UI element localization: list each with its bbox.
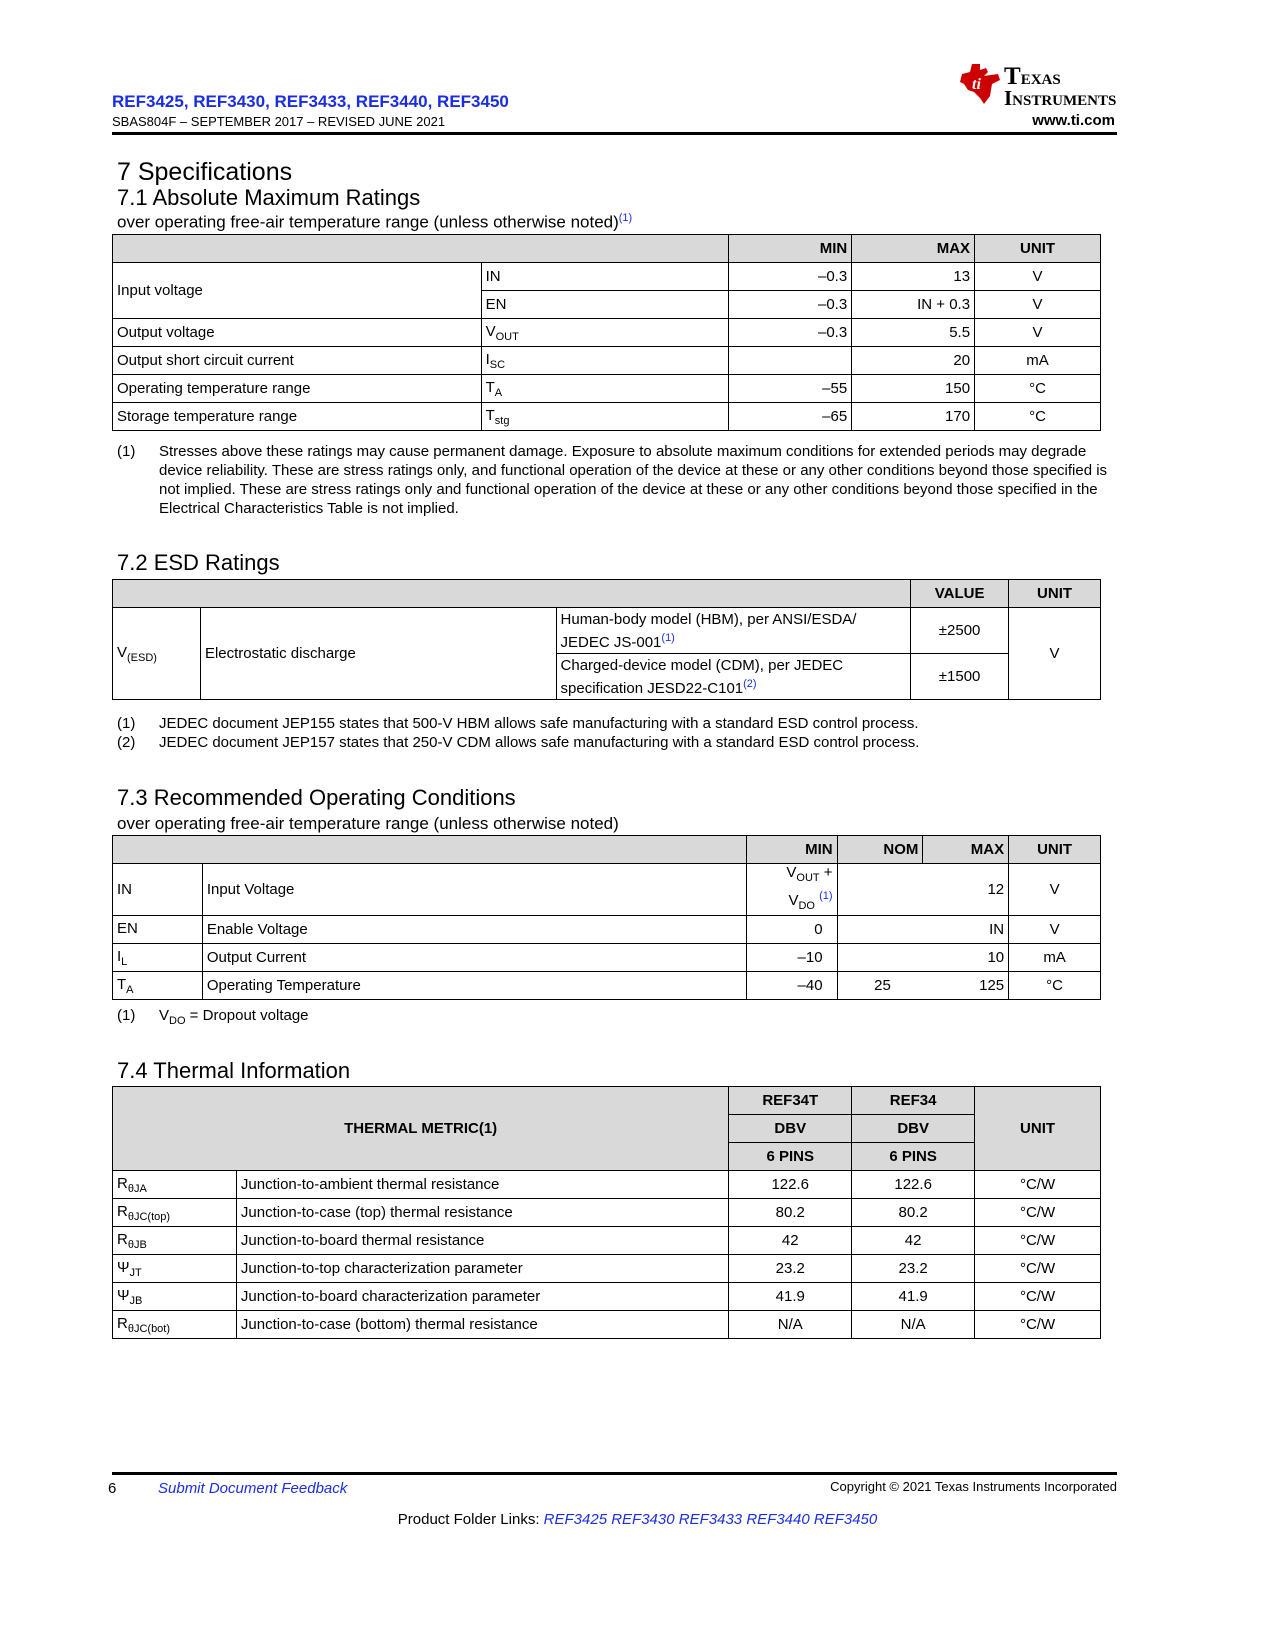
param-cell: Junction-to-case (top) thermal resistance xyxy=(236,1199,728,1227)
table-row xyxy=(113,1227,1101,1255)
value-cell: 42 xyxy=(729,1227,852,1255)
col-unit: UNIT xyxy=(1009,580,1101,608)
param-cell: Output Current xyxy=(202,944,746,972)
symbol-cell: $T_A$ xyxy=(481,375,729,403)
symbol-cell: $V_{OUT}$ xyxy=(481,319,729,347)
unit-cell: V xyxy=(975,319,1101,347)
unit-cell: V xyxy=(1009,916,1101,944)
col-unit: UNIT xyxy=(975,235,1101,263)
svg-text:ti: ti xyxy=(972,76,981,93)
max-cell: 12 xyxy=(923,864,1009,916)
min-cell: –40 xyxy=(746,972,837,1000)
param-cell: Operating Temperature xyxy=(202,972,746,1000)
table-row xyxy=(113,1171,1101,1199)
package-1: DBV xyxy=(729,1115,852,1143)
value-cell: 23.2 xyxy=(729,1255,852,1283)
value-cell: 42 xyxy=(852,1227,975,1255)
abs-max-footnote: (1) Stresses above these ratings may cause permanent damage. Exposure to absolute maximum conditions for extended periods may degrade device reliability. These are stress ratings only, and functional operation of the device at these or any other conditions beyond those specified is not implied. These are stress ratings only and functional operation of the device at these or any other conditions beyond those specified in the Electrical Characteristics Table is not implied. xyxy=(117,443,1108,517)
table-row xyxy=(113,263,1101,291)
table-row xyxy=(113,347,1101,375)
min-cell: –55 xyxy=(729,375,852,403)
param-cell: Input voltage xyxy=(113,263,482,319)
table-row xyxy=(113,944,1101,972)
col-value: VALUE xyxy=(911,580,1009,608)
max-cell: 170 xyxy=(852,403,975,431)
value-cell: ±2500 xyxy=(911,608,1009,654)
value-cell: 122.6 xyxy=(729,1171,852,1199)
symbol-cell: $T_A$ xyxy=(113,972,203,1000)
min-cell: –0.3 xyxy=(729,263,852,291)
table-row xyxy=(113,1199,1101,1227)
table-row xyxy=(113,972,1101,1000)
max-cell: 125 xyxy=(923,972,1009,1000)
min-cell: –65 xyxy=(729,403,852,431)
table-row xyxy=(113,864,1101,916)
col-min: MIN xyxy=(729,235,852,263)
thermal-table xyxy=(112,1086,1101,1339)
esd-table xyxy=(112,579,1101,700)
param-cell: Junction-to-board characterization parameter xyxy=(236,1283,728,1311)
symbol-cell: $R_{\theta JC(top)}$ xyxy=(113,1199,237,1227)
max-cell: 20 xyxy=(852,347,975,375)
footnote-ref[interactable]: (2) xyxy=(743,677,757,690)
unit-cell: °C/W xyxy=(975,1283,1101,1311)
unit-cell: V xyxy=(1009,864,1101,916)
param-cell: Junction-to-ambient thermal resistance xyxy=(236,1171,728,1199)
value-cell: 80.2 xyxy=(729,1199,852,1227)
value-cell: N/A xyxy=(852,1311,975,1339)
value-cell: N/A xyxy=(729,1311,852,1339)
value-cell: 41.9 xyxy=(852,1283,975,1311)
package-2: DBV xyxy=(852,1115,975,1143)
section-title: 7 Specifications xyxy=(117,158,293,186)
symbol-cell: EN xyxy=(113,916,203,944)
website-link[interactable]: www.ti.com xyxy=(1032,112,1115,129)
unit-cell: °C/W xyxy=(975,1227,1101,1255)
unit-cell: mA xyxy=(975,347,1101,375)
col-unit: UNIT xyxy=(1009,836,1101,864)
unit-cell: °C xyxy=(1009,972,1101,1000)
min-cell xyxy=(729,347,852,375)
submit-feedback-link[interactable]: Submit Document Feedback xyxy=(158,1480,348,1497)
thermal-title: 7.4 Thermal Information xyxy=(117,1058,351,1083)
device-ref34: REF34 xyxy=(852,1087,975,1115)
link-ref3450[interactable]: REF3450 xyxy=(813,1511,878,1528)
unit-cell: °C/W xyxy=(975,1199,1101,1227)
col-max: MAX xyxy=(923,836,1009,864)
footnote-ref[interactable]: (1) xyxy=(819,890,833,902)
min-cell: –10 xyxy=(746,944,837,972)
document-title: REF3425, REF3430, REF3433, REF3440, REF3450 xyxy=(112,92,509,111)
param-cell: Operating temperature range xyxy=(113,375,482,403)
table-row xyxy=(113,1255,1101,1283)
symbol-cell: $R_{\theta JA}$ xyxy=(113,1171,237,1199)
table-row xyxy=(113,916,1101,944)
param-cell: Junction-to-board thermal resistance xyxy=(236,1227,728,1255)
min-cell: –0.3 xyxy=(729,291,852,319)
param-cell: Enable Voltage xyxy=(202,916,746,944)
symbol-cell: $R_{\theta JC(bot)}$ xyxy=(113,1311,237,1339)
unit-cell: V xyxy=(975,263,1101,291)
ti-logo-icon xyxy=(958,62,1002,106)
pins-1: 6 PINS xyxy=(729,1143,852,1171)
min-cell: $V_{OUT}$ + $V_{DO}$ $^{(1)}$ xyxy=(746,864,837,916)
min-cell: 0 xyxy=(746,916,837,944)
device-ref34t: REF34T xyxy=(729,1087,852,1115)
table-header-row xyxy=(113,836,1101,864)
table-row xyxy=(113,1311,1101,1339)
max-cell: IN + 0.3 xyxy=(852,291,975,319)
table-row xyxy=(113,375,1101,403)
unit-cell: °C xyxy=(975,403,1101,431)
abs-max-table xyxy=(112,234,1101,431)
value-cell: 122.6 xyxy=(852,1171,975,1199)
abs-max-subtitle: over operating free-air temperature range (unless otherwise noted)$^{(1)}$ xyxy=(117,212,633,232)
footnote-ref[interactable]: (1) xyxy=(618,212,633,224)
nom-cell xyxy=(837,864,923,916)
max-cell: 10 xyxy=(923,944,1009,972)
table-row xyxy=(113,319,1101,347)
symbol-cell: $I_L$ xyxy=(113,944,203,972)
value-cell: 41.9 xyxy=(729,1283,852,1311)
ti-logo-text: Texas Instruments xyxy=(1004,63,1117,110)
col-unit: UNIT xyxy=(975,1087,1101,1171)
unit-cell: mA xyxy=(1009,944,1101,972)
pins-2: 6 PINS xyxy=(852,1143,975,1171)
nom-cell: 25 xyxy=(837,972,923,1000)
param-cell: Junction-to-top characterization parameter xyxy=(236,1255,728,1283)
param-cell: Storage temperature range xyxy=(113,403,482,431)
symbol-cell: IN xyxy=(113,864,203,916)
unit-cell: °C/W xyxy=(975,1171,1101,1199)
table-header-row xyxy=(113,1087,1101,1115)
col-nom: NOM xyxy=(837,836,923,864)
esd-footnote-1: (1) JEDEC document JEP155 states that 500-V HBM allows safe manufacturing with a standard ESD control process. xyxy=(117,715,919,732)
param-cell: Input Voltage xyxy=(202,864,746,916)
link-ref3440[interactable]: REF3440 xyxy=(746,1511,810,1528)
param-cell: Output voltage xyxy=(113,319,482,347)
footer-rule xyxy=(112,1472,1117,1475)
header-rule xyxy=(112,132,1117,135)
unit-cell: V xyxy=(1009,608,1101,700)
condition-cell: Human-body model (HBM), per ANSI/ESDA/ JEDEC JS-001$^{(1)}$ xyxy=(556,608,911,654)
table-row xyxy=(113,403,1101,431)
value-cell: ±1500 xyxy=(911,654,1009,700)
table-header-row xyxy=(113,580,1101,608)
table-row xyxy=(113,1283,1101,1311)
metric-header: THERMAL METRIC(1) xyxy=(113,1087,729,1171)
symbol-cell: $I_{SC}$ xyxy=(481,347,729,375)
nom-cell xyxy=(837,944,923,972)
min-cell: –0.3 xyxy=(729,319,852,347)
value-cell: 80.2 xyxy=(852,1199,975,1227)
logo-line1: exas xyxy=(1020,65,1061,89)
symbol-cell: $R_{\theta JB}$ xyxy=(113,1227,237,1255)
symbol-cell: $T_{stg}$ xyxy=(481,403,729,431)
esd-title: 7.2 ESD Ratings xyxy=(117,550,280,575)
symbol-cell: $V_{(ESD)}$ xyxy=(113,608,201,700)
condition-cell: Charged-device model (CDM), per JEDEC specification JESD22-C101$^{(2)}$ xyxy=(556,654,911,700)
unit-cell: V xyxy=(975,291,1101,319)
footnote-ref[interactable]: (1) xyxy=(661,631,675,644)
link-ref3430[interactable]: REF3430 xyxy=(611,1511,675,1528)
symbol-cell: $\Psi_{JB}$ xyxy=(113,1283,237,1311)
roc-footnote: (1) $V_{DO}$ = Dropout voltage xyxy=(117,1007,309,1027)
param-cell: Output short circuit current xyxy=(113,347,482,375)
roc-subtitle: over operating free-air temperature range (unless otherwise noted) xyxy=(117,814,619,833)
document-id: SBAS804F – SEPTEMBER 2017 – REVISED JUNE 2021 xyxy=(112,114,446,129)
product-folder-links: Product Folder Links: REF3425 REF3430 REF3433 REF3440 REF3450 xyxy=(397,1511,878,1528)
ti-logo xyxy=(958,62,1117,111)
param-cell: Electrostatic discharge xyxy=(200,608,556,700)
link-ref3433[interactable]: REF3433 xyxy=(678,1511,743,1528)
symbol-cell: IN xyxy=(481,263,729,291)
col-max: MAX xyxy=(852,235,975,263)
roc-title: 7.3 Recommended Operating Conditions xyxy=(117,785,516,810)
esd-footnote-2: (2) JEDEC document JEP157 states that 250-V CDM allows safe manufacturing with a standard ESD control process. xyxy=(117,734,920,751)
unit-cell: °C/W xyxy=(975,1311,1101,1339)
unit-cell: °C xyxy=(975,375,1101,403)
logo-line2: Instruments xyxy=(1004,86,1117,110)
unit-cell: °C/W xyxy=(975,1255,1101,1283)
page-number: 6 xyxy=(108,1480,117,1497)
col-min: MIN xyxy=(746,836,837,864)
max-cell: 13 xyxy=(852,263,975,291)
copyright: Copyright © 2021 Texas Instruments Incorporated xyxy=(830,1479,1117,1494)
link-ref3425[interactable]: REF3425 xyxy=(543,1511,608,1528)
table-row xyxy=(113,608,1101,654)
symbol-cell: EN xyxy=(481,291,729,319)
symbol-cell: $\Psi_{JT}$ xyxy=(113,1255,237,1283)
max-cell: IN xyxy=(923,916,1009,944)
value-cell: 23.2 xyxy=(852,1255,975,1283)
max-cell: 150 xyxy=(852,375,975,403)
nom-cell xyxy=(837,916,923,944)
roc-table xyxy=(112,835,1101,1000)
param-cell: Junction-to-case (bottom) thermal resistance xyxy=(236,1311,728,1339)
table-header-row xyxy=(113,235,1101,263)
abs-max-title: 7.1 Absolute Maximum Ratings xyxy=(117,185,421,210)
max-cell: 5.5 xyxy=(852,319,975,347)
